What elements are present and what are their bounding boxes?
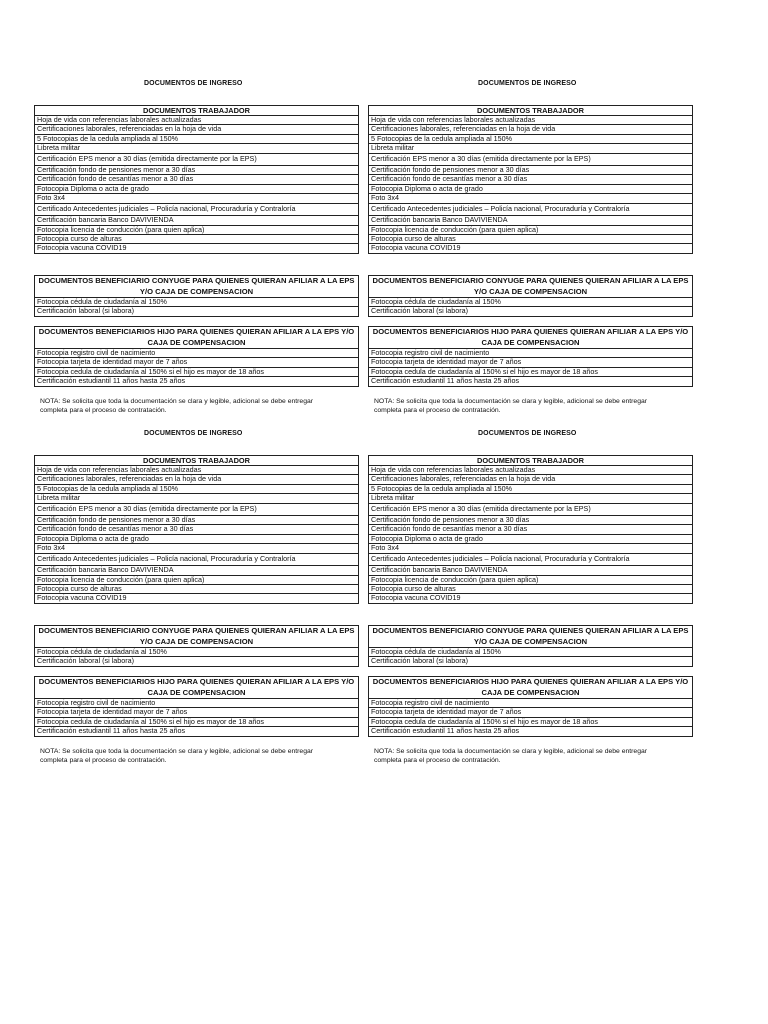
trabajador-table — [34, 455, 359, 604]
conyuge-header: DOCUMENTOS BENEFICIARIO CONYUGE PARA QUIENES QUIERAN AFILIAR A LA EPS Y/O CAJA DE COMPENSACION — [369, 276, 692, 298]
table-row: Fotocopia Diploma o acta de grado — [35, 535, 358, 544]
table-row: Hoja de vida con referencias laborales actualizadas — [35, 116, 358, 125]
table-row: Certificación estudiantil 11 años hasta 25 años — [371, 377, 520, 386]
trabajador-header: DOCUMENTOS TRABAJADOR — [35, 456, 358, 466]
table-row: Certificado Antecedentes judiciales – Policía nacional, Procuraduría y Contraloría — [35, 204, 358, 217]
table-row: Foto 3x4 — [35, 544, 358, 553]
document-title: DOCUMENTOS DE INGRESO — [144, 80, 243, 87]
table-row: Fotocopia vacuna COVID19 — [371, 594, 461, 603]
conyuge-header: DOCUMENTOS BENEFICIARIO CONYUGE PARA QUIENES QUIERAN AFILIAR A LA EPS Y/O CAJA DE COMPENSACION — [369, 626, 692, 648]
table-row: Fotocopia licencia de conducción (para quien aplica) — [369, 576, 692, 585]
hijo-header: DOCUMENTOS BENEFICIARIOS HIJO PARA QUIENES QUIERAN AFILIAR A LA EPS Y/O CAJA DE COMPENSACION — [369, 327, 692, 349]
table-row: Certificación laboral (si labora) — [37, 307, 135, 316]
table-row: Certificación fondo de cesantías menor a 30 días — [369, 525, 692, 534]
trabajador-table — [368, 105, 693, 254]
table-row: Fotocopia licencia de conducción (para quien aplica) — [35, 576, 358, 585]
table-row: Hoja de vida con referencias laborales actualizadas — [369, 116, 692, 125]
trabajador-table — [34, 105, 359, 254]
hijo-table — [368, 326, 693, 387]
table-row: Foto 3x4 — [369, 544, 692, 553]
table-row: Certificación EPS menor a 30 días (emitida directamente por la EPS) — [369, 504, 692, 517]
document-title: DOCUMENTOS DE INGRESO — [478, 430, 577, 437]
trabajador-table — [368, 455, 693, 604]
table-row: Certificación fondo de cesantías menor a 30 días — [35, 525, 358, 534]
table-row: Fotocopia licencia de conducción (para quien aplica) — [35, 226, 358, 235]
table-row: Fotocopia Diploma o acta de grado — [35, 185, 358, 194]
table-row: Certificado Antecedentes judiciales – Policía nacional, Procuraduría y Contraloría — [369, 204, 692, 217]
table-row: Certificación fondo de pensiones menor a 30 días — [35, 516, 358, 525]
table-row: Certificación fondo de pensiones menor a 30 días — [369, 166, 692, 175]
table-row: Libreta militar — [369, 494, 692, 503]
table-row: Fotocopia cédula de ciudadanía al 150% — [35, 648, 358, 657]
table-row: 5 Fotocopias de la cedula ampliada al 150% — [35, 135, 358, 144]
table-row: Certificación EPS menor a 30 días (emitida directamente por la EPS) — [35, 504, 358, 517]
table-row: 5 Fotocopias de la cedula ampliada al 150% — [35, 485, 358, 494]
table-row: Certificación laboral (si labora) — [371, 307, 469, 316]
trabajador-header: DOCUMENTOS TRABAJADOR — [369, 106, 692, 116]
hijo-header: DOCUMENTOS BENEFICIARIOS HIJO PARA QUIENES QUIERAN AFILIAR A LA EPS Y/O CAJA DE COMPENSACION — [35, 327, 358, 349]
table-row: Fotocopia tarjeta de identidad mayor de 7 años — [369, 358, 692, 367]
note-text: NOTA: Se solicita que toda la documentación se clara y legible, adicional se debe entregar completa para el proceso de contratación. — [374, 748, 648, 764]
table-row: Certificación laboral (si labora) — [37, 657, 135, 666]
table-row: Fotocopia curso de alturas — [35, 585, 358, 594]
table-row: Fotocopia licencia de conducción (para quien aplica) — [369, 226, 692, 235]
conyuge-header: DOCUMENTOS BENEFICIARIO CONYUGE PARA QUIENES QUIERAN AFILIAR A LA EPS Y/O CAJA DE COMPENSACION — [35, 626, 358, 648]
conyuge-table — [34, 275, 359, 317]
table-row: Certificaciones laborales, referenciadas en la hoja de vida — [35, 475, 358, 484]
table-row: Certificación EPS menor a 30 días (emitida directamente por la EPS) — [35, 154, 358, 167]
table-row: Certificación estudiantil 11 años hasta 25 años — [371, 727, 520, 736]
table-row: Certificaciones laborales, referenciadas en la hoja de vida — [369, 475, 692, 484]
table-row: Certificación estudiantil 11 años hasta 25 años — [37, 377, 186, 386]
table-row: Certificación fondo de pensiones menor a 30 días — [35, 166, 358, 175]
table-row: Fotocopia registro civil de nacimiento — [369, 699, 692, 708]
table-row: Certificaciones laborales, referenciadas en la hoja de vida — [369, 125, 692, 134]
table-row: Certificado Antecedentes judiciales – Policía nacional, Procuraduría y Contraloría — [369, 554, 692, 567]
table-row: Fotocopia curso de alturas — [369, 235, 692, 244]
table-row: Fotocopia registro civil de nacimiento — [35, 699, 358, 708]
hijo-header: DOCUMENTOS BENEFICIARIOS HIJO PARA QUIENES QUIERAN AFILIAR A LA EPS Y/O CAJA DE COMPENSACION — [369, 677, 692, 699]
table-row: Certificación bancaria Banco DAVIVIENDA — [369, 566, 692, 575]
trabajador-header: DOCUMENTOS TRABAJADOR — [35, 106, 358, 116]
conyuge-header: DOCUMENTOS BENEFICIARIO CONYUGE PARA QUIENES QUIERAN AFILIAR A LA EPS Y/O CAJA DE COMPENSACION — [35, 276, 358, 298]
note-text: NOTA: Se solicita que toda la documentación se clara y legible, adicional se debe entregar completa para el proceso de contratación. — [40, 748, 314, 764]
table-row: Certificación laboral (si labora) — [371, 657, 469, 666]
table-row: Certificación EPS menor a 30 días (emitida directamente por la EPS) — [369, 154, 692, 167]
note-text: NOTA: Se solicita que toda la documentación se clara y legible, adicional se debe entregar completa para el proceso de contratación. — [374, 398, 648, 414]
hijo-table — [368, 676, 693, 737]
table-row: Fotocopia cedula de ciudadanía al 150% si el hijo es mayor de 18 años — [35, 368, 358, 377]
table-row: Fotocopia tarjeta de identidad mayor de 7 años — [369, 708, 692, 717]
table-row: Fotocopia cédula de ciudadanía al 150% — [369, 648, 692, 657]
table-row: Fotocopia cedula de ciudadanía al 150% si el hijo es mayor de 18 años — [369, 368, 692, 377]
table-row: Foto 3x4 — [369, 194, 692, 203]
table-row: Fotocopia Diploma o acta de grado — [369, 185, 692, 194]
table-row: 5 Fotocopias de la cedula ampliada al 150% — [369, 485, 692, 494]
document-title: DOCUMENTOS DE INGRESO — [478, 80, 577, 87]
table-row: Fotocopia cedula de ciudadanía al 150% si el hijo es mayor de 18 años — [369, 718, 692, 727]
table-row: Hoja de vida con referencias laborales actualizadas — [35, 466, 358, 475]
table-row: Fotocopia Diploma o acta de grado — [369, 535, 692, 544]
table-row: Foto 3x4 — [35, 194, 358, 203]
table-row: Fotocopia cédula de ciudadanía al 150% — [35, 298, 358, 307]
table-row: Fotocopia registro civil de nacimiento — [369, 349, 692, 358]
table-row: Certificación fondo de pensiones menor a 30 días — [369, 516, 692, 525]
hijo-header: DOCUMENTOS BENEFICIARIOS HIJO PARA QUIENES QUIERAN AFILIAR A LA EPS Y/O CAJA DE COMPENSACION — [35, 677, 358, 699]
table-row: Fotocopia registro civil de nacimiento — [35, 349, 358, 358]
document-title: DOCUMENTOS DE INGRESO — [144, 430, 243, 437]
table-row: Certificación fondo de cesantías menor a 30 días — [35, 175, 358, 184]
table-row: Certificación bancaria Banco DAVIVIENDA — [35, 216, 358, 225]
table-row: Certificado Antecedentes judiciales – Policía nacional, Procuraduría y Contraloría — [35, 554, 358, 567]
conyuge-table — [368, 625, 693, 667]
table-row: Libreta militar — [35, 144, 358, 153]
table-row: Fotocopia vacuna COVID19 — [37, 594, 127, 603]
table-row: Libreta militar — [35, 494, 358, 503]
conyuge-table — [34, 625, 359, 667]
table-row: Hoja de vida con referencias laborales actualizadas — [369, 466, 692, 475]
table-row: Fotocopia curso de alturas — [369, 585, 692, 594]
table-row: Fotocopia curso de alturas — [35, 235, 358, 244]
hijo-table — [34, 676, 359, 737]
table-row: Certificaciones laborales, referenciadas en la hoja de vida — [35, 125, 358, 134]
hijo-table — [34, 326, 359, 387]
table-row: Fotocopia tarjeta de identidad mayor de 7 años — [35, 708, 358, 717]
note-text: NOTA: Se solicita que toda la documentación se clara y legible, adicional se debe entregar completa para el proceso de contratación. — [40, 398, 314, 414]
table-row: Certificación fondo de cesantías menor a 30 días — [369, 175, 692, 184]
table-row: Libreta militar — [369, 144, 692, 153]
table-row: Fotocopia cedula de ciudadanía al 150% si el hijo es mayor de 18 años — [35, 718, 358, 727]
table-row: Certificación bancaria Banco DAVIVIENDA — [35, 566, 358, 575]
table-row: Fotocopia cédula de ciudadanía al 150% — [369, 298, 692, 307]
table-row: Certificación bancaria Banco DAVIVIENDA — [369, 216, 692, 225]
table-row: Fotocopia vacuna COVID19 — [37, 244, 127, 253]
trabajador-header: DOCUMENTOS TRABAJADOR — [369, 456, 692, 466]
table-row: 5 Fotocopias de la cedula ampliada al 150% — [369, 135, 692, 144]
table-row: Fotocopia tarjeta de identidad mayor de 7 años — [35, 358, 358, 367]
table-row: Certificación estudiantil 11 años hasta 25 años — [37, 727, 186, 736]
conyuge-table — [368, 275, 693, 317]
table-row: Fotocopia vacuna COVID19 — [371, 244, 461, 253]
